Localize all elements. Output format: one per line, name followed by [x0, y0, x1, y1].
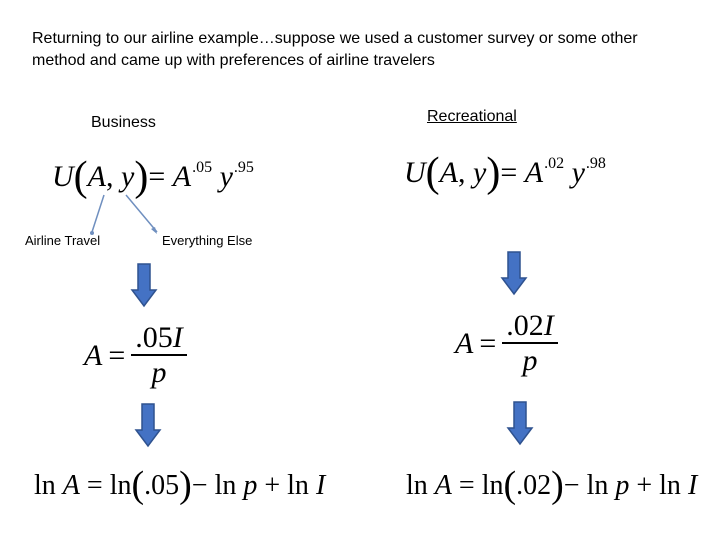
pointer-line-everything: [126, 195, 157, 232]
numerator-coef: .05: [135, 321, 173, 354]
recreational-heading: Recreational: [427, 108, 517, 125]
log-a: A: [62, 470, 80, 501]
rhs-a: A: [524, 156, 544, 189]
rhs-a: A: [172, 160, 192, 193]
utility-symbol: U: [404, 156, 426, 189]
recreational-demand-equation: A = $\frac{.02I}{p}$: [455, 310, 558, 378]
numerator-coef: .02: [506, 309, 544, 342]
denominator: p: [522, 344, 538, 377]
exponent-a: .02: [544, 155, 565, 172]
down-arrow-icon: [502, 252, 526, 294]
label-airline-travel: Airline Travel: [25, 233, 101, 248]
log-a: A: [434, 470, 452, 501]
log-p: p: [243, 470, 258, 501]
arg-a: A: [439, 156, 458, 189]
demand-lhs: A: [455, 327, 474, 360]
rhs-y: y: [219, 160, 233, 193]
business-demand-equation: A = $\frac{.05I}{p}$: [84, 322, 187, 390]
utility-symbol: U: [52, 160, 74, 193]
ln-2: ln: [109, 470, 132, 501]
demand-lhs: A: [84, 339, 103, 372]
pointer-line-airline: [92, 195, 104, 232]
exponent-y: .98: [585, 155, 606, 172]
log-coef: .05: [144, 470, 180, 501]
ln-3: ln: [586, 470, 609, 501]
ln-1: ln: [34, 470, 56, 501]
ln-3: ln: [214, 470, 237, 501]
log-i: I: [687, 470, 698, 501]
business-utility-equation: U(A, $y)= A^{.05}$ $y^{.95}$: [52, 154, 254, 200]
ln-4: ln: [659, 470, 681, 501]
ln-1: ln: [406, 470, 428, 501]
log-coef: .02: [516, 470, 552, 501]
down-arrow-icon: [136, 404, 160, 446]
exponent-a: .05: [192, 159, 213, 176]
exponent-y: .95: [233, 159, 254, 176]
numerator-var: I: [543, 309, 554, 342]
ln-4: ln: [287, 470, 309, 501]
recreational-utility-equation: U(A, $y)= A^{.02}$ $y^{.98}$: [404, 150, 606, 196]
arg-a: A: [87, 160, 106, 193]
numerator-var: I: [172, 321, 183, 354]
demand-fraction: [502, 310, 558, 378]
intro-text: Returning to our airline example…suppose we used a customer survey or some other method and came up with preferences of airline travelers: [32, 30, 638, 69]
business-heading: Business: [91, 114, 156, 131]
down-arrow-icon: [132, 264, 156, 306]
denominator: p: [151, 356, 167, 389]
arg-y: y: [473, 156, 487, 189]
rhs-y: y: [571, 156, 585, 189]
label-everything-else: Everything Else: [162, 233, 253, 248]
business-log-equation: ln A = ln(.05)− ln p + ln I: [34, 464, 326, 506]
log-p: p: [615, 470, 630, 501]
recreational-log-equation: ln A = ln(.02)− ln p + ln I: [406, 464, 698, 506]
down-arrow-icon: [508, 402, 532, 444]
log-i: I: [315, 470, 326, 501]
ln-2: ln: [481, 470, 504, 501]
arg-y: y: [121, 160, 135, 193]
demand-fraction: [131, 322, 187, 390]
